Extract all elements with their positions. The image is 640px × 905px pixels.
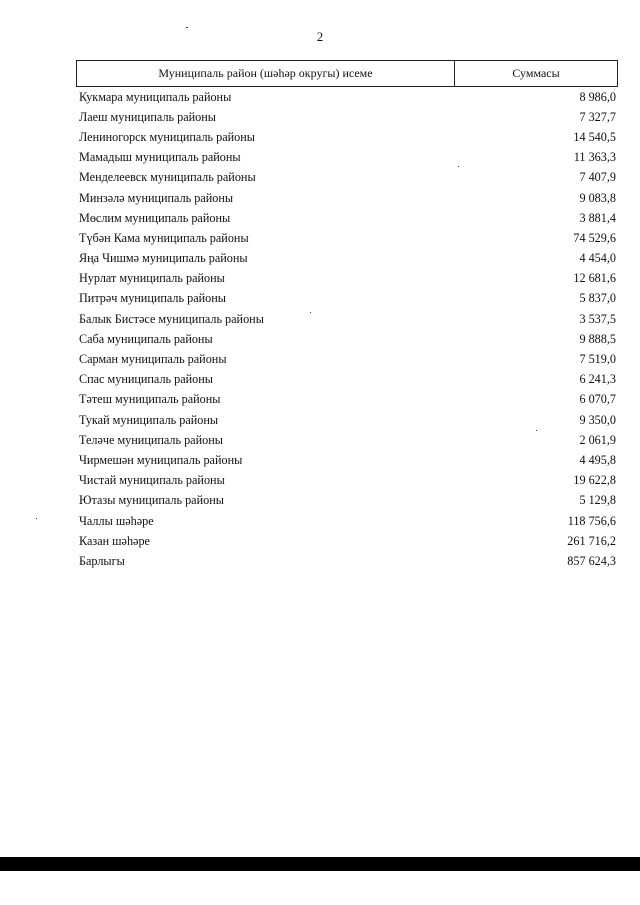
table-row xyxy=(76,168,618,188)
row-value: 6 070,7 xyxy=(579,392,616,407)
table-row xyxy=(76,511,618,531)
scan-speck xyxy=(186,27,188,28)
table-row xyxy=(76,531,618,551)
table-row xyxy=(76,269,618,289)
row-value: 12 681,6 xyxy=(573,271,616,286)
table-row xyxy=(76,289,618,309)
table-header xyxy=(76,60,618,87)
table-row xyxy=(76,551,618,571)
table-row xyxy=(76,148,618,168)
row-value: 9 350,0 xyxy=(579,412,616,427)
row-name: Балык Бистәсе муниципаль районы xyxy=(79,311,264,326)
row-name: Чирмешән муниципаль районы xyxy=(79,452,243,467)
row-name: Казан шәһәре xyxy=(79,533,150,548)
row-name: Тукай муниципаль районы xyxy=(79,412,219,427)
scan-speck xyxy=(310,312,311,313)
row-value: 7 519,0 xyxy=(579,352,616,367)
row-value: 7 407,9 xyxy=(579,170,616,185)
table-row xyxy=(76,87,618,107)
row-name: Сарман муниципаль районы xyxy=(79,352,227,367)
row-value: 4 495,8 xyxy=(579,452,616,467)
row-name: Кукмара муниципаль районы xyxy=(79,89,232,104)
row-value: 118 756,6 xyxy=(567,513,616,528)
table-row xyxy=(76,249,618,269)
row-name: Лаеш муниципаль районы xyxy=(79,109,216,124)
row-name: Ютазы муниципаль районы xyxy=(79,493,224,508)
row-value: 857 624,3 xyxy=(567,553,616,568)
row-name: Минзәлә муниципаль районы xyxy=(79,190,234,205)
row-value: 14 540,5 xyxy=(573,129,616,144)
row-value: 3 881,4 xyxy=(579,210,616,225)
row-name: Питрәч муниципаль районы xyxy=(79,291,226,306)
row-name: Мөслим муниципаль районы xyxy=(79,210,231,225)
table-row xyxy=(76,208,618,228)
table-row xyxy=(76,188,618,208)
table-row xyxy=(76,329,618,349)
scan-edge-band xyxy=(0,857,640,871)
row-name: Нурлат муниципаль районы xyxy=(79,271,225,286)
row-value: 261 716,2 xyxy=(567,533,616,548)
row-name: Барлыгы xyxy=(79,553,125,568)
page-number: 2 xyxy=(316,29,324,44)
table-row xyxy=(76,491,618,511)
row-name: Мамадыш муниципаль районы xyxy=(79,150,241,165)
table-row xyxy=(76,430,618,450)
table-body xyxy=(76,87,618,572)
row-value: 3 537,5 xyxy=(579,311,616,326)
table-row xyxy=(76,127,618,147)
row-name: Яңа Чишмә муниципаль районы xyxy=(79,251,248,266)
table-row xyxy=(76,228,618,248)
row-value: 7 327,7 xyxy=(579,109,616,124)
table-row xyxy=(76,349,618,369)
scan-speck xyxy=(458,166,459,167)
row-value: 19 622,8 xyxy=(573,473,616,488)
row-value: 9 888,5 xyxy=(579,331,616,346)
row-value: 6 241,3 xyxy=(579,372,616,387)
row-name: Менделеевск муниципаль районы xyxy=(79,170,256,185)
row-name: Теләче муниципаль районы xyxy=(79,432,223,447)
budget-table xyxy=(76,60,618,572)
row-name: Чаллы шәһәре xyxy=(79,513,154,528)
row-name: Лениногорск муниципаль районы xyxy=(79,129,255,144)
row-name: Түбән Кама муниципаль районы xyxy=(79,230,249,245)
table-row xyxy=(76,410,618,430)
table-row xyxy=(76,370,618,390)
row-value: 4 454,0 xyxy=(579,251,616,266)
table-row xyxy=(76,390,618,410)
scan-speck xyxy=(536,430,537,431)
row-name: Спас муниципаль районы xyxy=(79,372,213,387)
row-value: 11 363,3 xyxy=(573,150,616,165)
header-sum: Суммасы xyxy=(512,66,560,80)
scan-speck xyxy=(36,518,37,519)
table-row xyxy=(76,471,618,491)
row-name: Чистай муниципаль районы xyxy=(79,473,225,488)
row-name: Саба муниципаль районы xyxy=(79,331,213,346)
table-row xyxy=(76,107,618,127)
table-row xyxy=(76,450,618,470)
row-value: 5 129,8 xyxy=(579,493,616,508)
row-value: 2 061,9 xyxy=(579,432,616,447)
header-name: Муниципаль район (шәһәр округы) исеме xyxy=(77,61,455,86)
row-name: Тәтеш муниципаль районы xyxy=(79,392,221,407)
row-value: 5 837,0 xyxy=(579,291,616,306)
table-row xyxy=(76,309,618,329)
row-value: 8 986,0 xyxy=(579,89,616,104)
row-value: 9 083,8 xyxy=(579,190,616,205)
row-value: 74 529,6 xyxy=(573,230,616,245)
